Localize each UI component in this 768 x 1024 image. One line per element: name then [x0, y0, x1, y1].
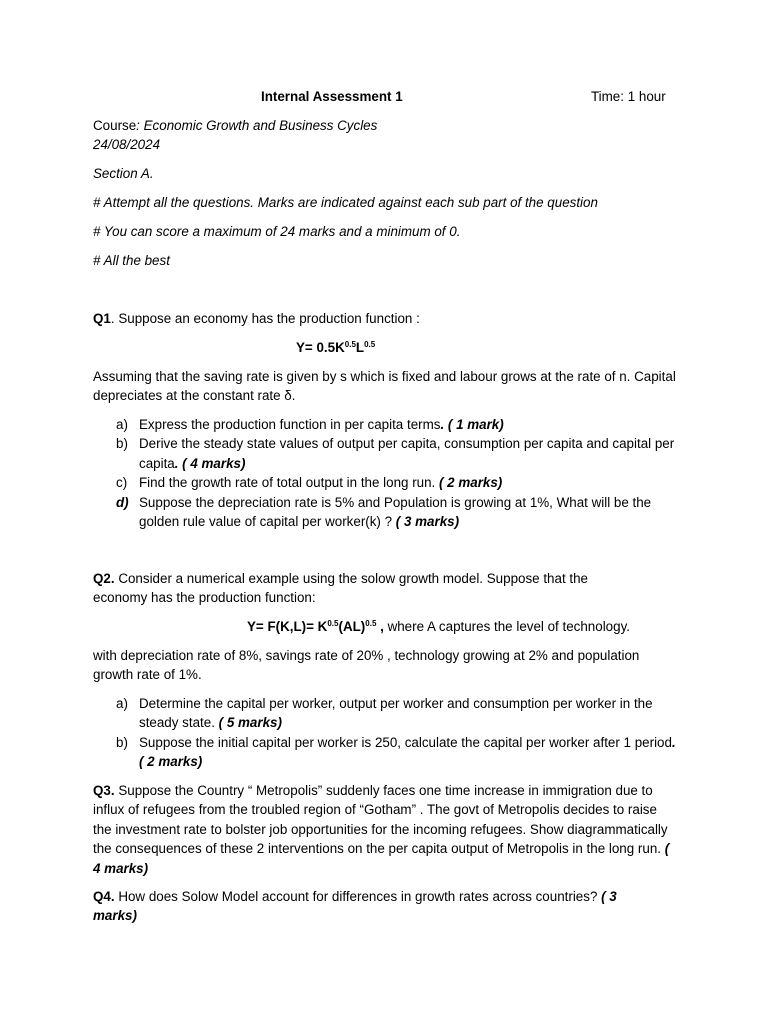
q2-part-a-text: Determine the capital per worker, output per worker and consumption per worker in the steady state.	[139, 696, 653, 731]
instruction-3: # All the best	[93, 253, 170, 268]
q1-label: Q1	[93, 311, 111, 326]
q1-part-b-marks: . ( 4 marks)	[174, 455, 246, 471]
q1-part-c	[93, 473, 683, 492]
q1-formula-base: Y= 0.5K	[296, 340, 345, 355]
q1-part-c-marker: c)	[116, 475, 128, 491]
q1-parts	[93, 415, 683, 531]
q2-formula-mid: (AL)	[338, 619, 366, 634]
q1-intro	[93, 309, 420, 328]
q2-formula-exp1: 0.5	[327, 619, 339, 628]
q2-part-b-text: Suppose the initial capital per worker is 250, calculate the capital per worker after 1 period	[139, 734, 672, 750]
q1-part-b-text: Derive the steady state values of output per capita, consumption per capita and capital per capita	[139, 436, 675, 471]
instruction-2: # You can score a maximum of 24 marks and a minimum of 0.	[93, 224, 461, 239]
q2-part-b-marks: . ( 2 marks)	[139, 734, 676, 770]
q1-part-a-text: Express the production function in per capita terms	[139, 417, 441, 432]
q1-formula-mid: L	[355, 340, 365, 355]
q2-formula	[247, 617, 630, 636]
q2-intro	[93, 569, 628, 608]
q2-formula-note: where A captures the level of technology.	[387, 619, 630, 634]
q2-part-b	[93, 733, 683, 772]
course-colon: :	[136, 118, 144, 133]
page-title: Internal Assessment 1	[261, 89, 403, 104]
q1-intro-text: . Suppose an economy has the production function :	[110, 311, 420, 326]
exam-date: 24/08/2024	[93, 137, 161, 152]
q1-part-b-marker: b)	[116, 436, 128, 452]
q1-part-a-marks: . ( 1 mark)	[440, 417, 504, 432]
q3-marks: ( 4 marks)	[93, 841, 670, 876]
q1-part-a-marker: a)	[116, 417, 128, 432]
q1-para-text: Assuming that the saving rate is given by s which is fixed and labour grows at the rate of n. Capital depreciates at the constant rate δ.	[93, 369, 676, 404]
q3-block	[93, 781, 671, 878]
instruction-1: # Attempt all the questions. Marks are indicated against each sub part of the question	[93, 195, 598, 210]
q2-formula-base: Y= F(K,L)= K	[247, 619, 328, 634]
q2-part-b-marker: b)	[116, 734, 128, 750]
q3-text: Suppose the Country “ Metropolis” suddenly faces one time increase in immigration due to influx of refugees from the troubled region of “Gotham” . The govt of Metropolis decides to raise the investment rate to bolster job opportunities for the incoming refugees. Show diagrammatically the consequences of these 2 interventions on the per capita output of Metropolis in the long run.	[93, 783, 668, 857]
q4-block	[93, 887, 663, 926]
time-limit: Time: 1 hour	[591, 89, 666, 104]
q2-intro-text: Consider a numerical example using the solow growth model. Suppose that the economy has the production function:	[93, 571, 588, 606]
q2-paragraph	[93, 646, 683, 685]
q1-paragraph	[93, 367, 683, 406]
q1-part-b	[93, 434, 683, 473]
q1-part-d-text: Suppose the depreciation rate is 5% and Population is growing at 1%, What will be the golden rule value of capital per worker(k) ?	[139, 494, 652, 530]
q1-part-c-marks: ( 2 marks)	[439, 475, 503, 491]
q1-part-d	[93, 493, 683, 532]
q1-formula-exp1: 0.5	[344, 340, 356, 349]
q1-part-d-marker: d)	[116, 494, 129, 510]
q1-formula-exp2: 0.5	[364, 340, 376, 349]
q2-part-a-marks: ( 5 marks)	[218, 715, 282, 731]
q2-para-text: with depreciation rate of 8%, savings rate of 20% , technology growing at 2% and population growth rate of 1%.	[93, 648, 640, 683]
q1-part-c-text: Find the growth rate of total output in the long run.	[139, 475, 439, 491]
q3-label: Q3.	[93, 783, 115, 798]
course-line	[93, 116, 377, 135]
q2-part-a-marker: a)	[116, 696, 128, 711]
q1-formula	[296, 338, 375, 357]
q2-part-a	[93, 694, 683, 733]
q1-part-d-marks: ( 3 marks)	[395, 514, 460, 530]
q4-marks: ( 3 marks)	[93, 889, 617, 924]
q4-text: How does Solow Model account for differences in growth rates across countries?	[114, 889, 602, 904]
course-label: Course	[93, 118, 137, 133]
course-name: Economic Growth and Business Cycles	[143, 118, 378, 133]
q2-label: Q2.	[93, 571, 115, 586]
q2-formula-exp2: 0.5	[365, 619, 377, 628]
q2-parts	[93, 694, 683, 772]
q4-label: Q4.	[93, 889, 115, 904]
q2-formula-tail: ,	[376, 619, 388, 634]
q1-part-a	[93, 415, 683, 434]
section-heading: Section A.	[93, 166, 154, 181]
